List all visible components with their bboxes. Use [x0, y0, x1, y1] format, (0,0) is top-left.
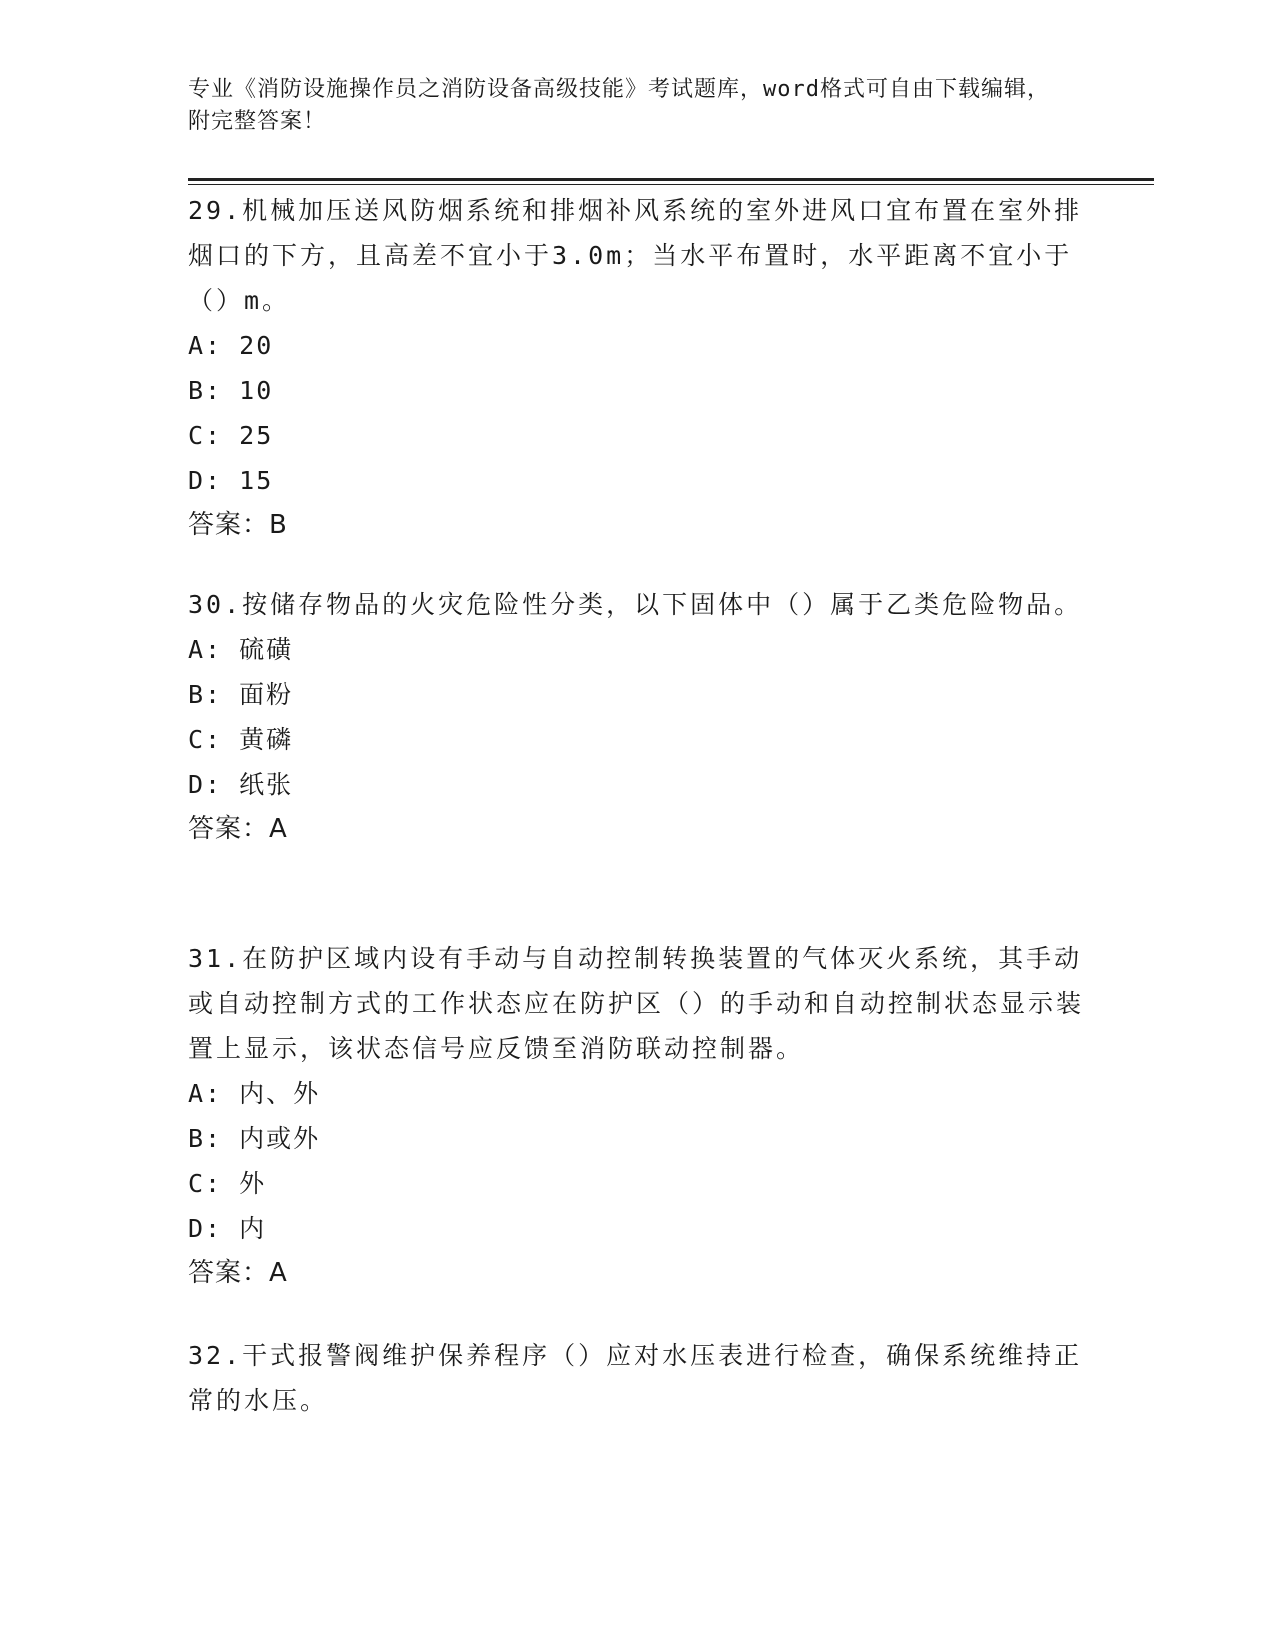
- option-a: A: 内、外: [188, 1079, 321, 1108]
- option-b: B: 内或外: [188, 1124, 321, 1153]
- option-c: C: 黄磷: [188, 725, 294, 754]
- answer: 答案：B: [188, 510, 288, 540]
- option-c: C: 外: [188, 1169, 267, 1198]
- question-text: 30.按储存物品的火灾危险性分类，以下固体中（）属于乙类危险物品。: [188, 590, 1083, 619]
- question-text: 32.干式报警阀维护保养程序（）应对水压表进行检查，确保系统维持正常的水压。: [188, 1341, 1083, 1415]
- question-31: [188, 936, 1088, 1296]
- header-divider-thick: [188, 178, 1154, 181]
- option-d: D: 15: [188, 466, 274, 495]
- question-32: [188, 1333, 1088, 1423]
- question-29: [188, 188, 1088, 548]
- option-c: C: 25: [188, 421, 274, 450]
- question-text: 29.机械加压送风防烟系统和排烟补风系统的室外进风口宜布置在室外排烟口的下方，且高差不宜小于3.0m；当水平布置时，水平距离不宜小于（）m。: [188, 196, 1083, 315]
- answer: 答案：A: [188, 814, 288, 844]
- option-b: B: 10: [188, 376, 274, 405]
- question-30: [188, 582, 1088, 852]
- option-a: A: 20: [188, 331, 274, 360]
- option-b: B: 面粉: [188, 680, 294, 709]
- option-d: D: 纸张: [188, 770, 294, 799]
- answer: 答案：A: [188, 1258, 288, 1288]
- option-a: A: 硫磺: [188, 635, 294, 664]
- document-header: 专业《消防设施操作员之消防设备高级技能》考试题库，word格式可自由下载编辑，附完整答案！: [188, 77, 1050, 134]
- question-text: 31.在防护区域内设有手动与自动控制转换装置的气体灭火系统，其手动或自动控制方式的工作状态应在防护区（）的手动和自动控制状态显示装置上显示，该状态信号应反馈至消防联动控制器。: [188, 944, 1085, 1063]
- option-d: D: 内: [188, 1214, 267, 1243]
- header-divider-thin: [188, 184, 1154, 185]
